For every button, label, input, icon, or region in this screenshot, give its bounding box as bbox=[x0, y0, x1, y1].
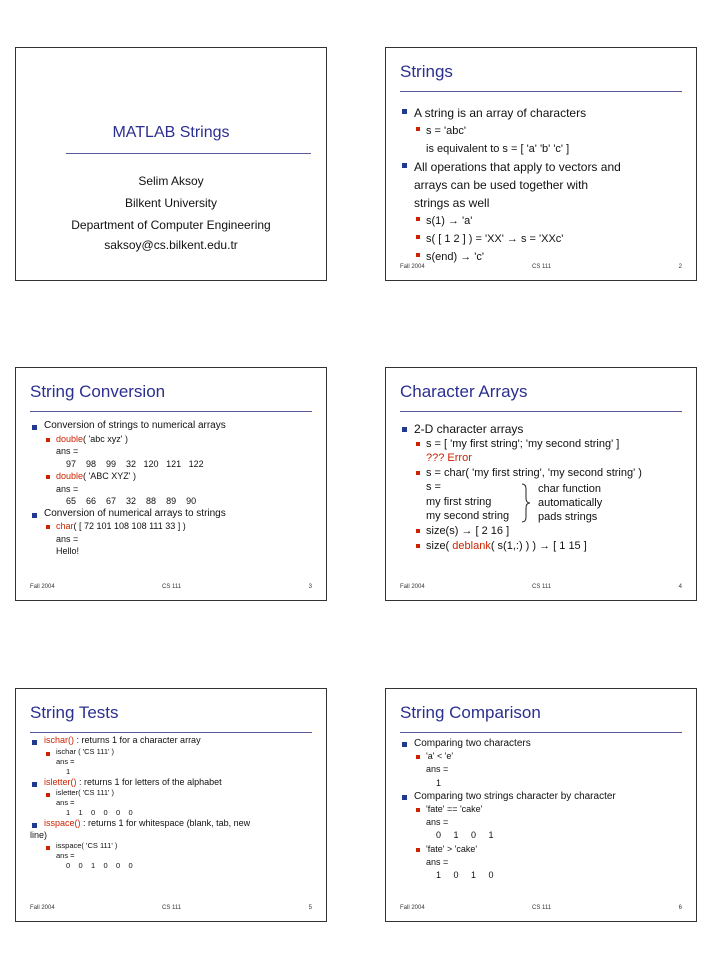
slide-5 bbox=[15, 688, 327, 922]
bullet: All operations that apply to vectors and bbox=[400, 158, 686, 176]
sub-bullet: s( [ 1 2 ] ) = 'XX' → s = 'XXc' bbox=[400, 230, 686, 248]
code-output: my first string bbox=[426, 495, 492, 508]
slide-footer bbox=[30, 905, 312, 913]
code-output: 1 1 0 0 0 0 bbox=[66, 808, 133, 817]
code-text: ans = bbox=[426, 817, 449, 828]
page-number: 3 bbox=[308, 584, 312, 590]
slide-title: String Comparison bbox=[400, 703, 541, 722]
slide-footer bbox=[400, 905, 682, 913]
footer-course: CS 111 bbox=[162, 905, 182, 911]
page-number: 4 bbox=[678, 584, 682, 590]
function-name: double bbox=[56, 471, 84, 481]
sub-bullet: s = char( 'my first string', 'my second string' ) bbox=[400, 466, 686, 481]
code-text: s = bbox=[426, 481, 441, 493]
page-number: 5 bbox=[308, 905, 312, 911]
code-text: isspace( 'CS 111' ) bbox=[30, 841, 316, 851]
slide-4 bbox=[385, 367, 697, 601]
sub-bullet: 'fate' == 'cake' bbox=[400, 803, 686, 816]
code-text: ans = bbox=[56, 798, 75, 807]
code-text: ( 'abc xyz' ) bbox=[83, 433, 128, 444]
slide-6 bbox=[385, 688, 697, 922]
text-line: : returns 1 for letters of the alphabet bbox=[76, 776, 222, 787]
function-name: double bbox=[56, 433, 84, 444]
sub-bullet: s(end) → 'c' bbox=[400, 248, 686, 266]
text-line: arrays can be used together with bbox=[414, 178, 589, 192]
code-text: size( bbox=[426, 539, 453, 552]
text-line: : returns 1 for whitespace (blank, tab, new bbox=[80, 818, 251, 828]
code-text: ( s(1,:) ) ) → [ 1 15 ] bbox=[490, 539, 587, 552]
title-rule bbox=[30, 411, 312, 412]
slide-1 bbox=[15, 47, 327, 281]
slide-title: MATLAB Strings bbox=[112, 124, 230, 141]
code-text: isletter( 'CS 111' ) bbox=[30, 788, 316, 798]
footer-course: CS 111 bbox=[532, 905, 552, 911]
function-name: isletter() bbox=[44, 776, 77, 787]
sub-bullet: s = 'abc' bbox=[400, 122, 686, 140]
code-output: 0 1 0 1 bbox=[436, 830, 494, 841]
footer-course: CS 111 bbox=[162, 584, 182, 590]
code-output: 1 bbox=[436, 777, 442, 788]
bullet: 2-D character arrays bbox=[400, 422, 686, 437]
footer-course: CS 111 bbox=[532, 264, 552, 270]
slide-footer bbox=[400, 584, 682, 592]
code-text: ans = bbox=[56, 851, 75, 860]
page-number: 2 bbox=[678, 264, 682, 270]
function-name: isspace() bbox=[44, 818, 81, 828]
title-rule bbox=[30, 732, 312, 733]
function-name: deblank bbox=[452, 539, 491, 552]
slide-title: String Tests bbox=[30, 703, 119, 722]
title-rule bbox=[66, 153, 311, 154]
code-text: ans = bbox=[56, 483, 79, 494]
slide-2 bbox=[385, 47, 697, 281]
code-text: ans = bbox=[426, 856, 449, 867]
sub-bullet: 'fate' > 'cake' bbox=[400, 843, 686, 856]
slide-footer bbox=[400, 264, 682, 272]
code-output: Hello! bbox=[56, 546, 80, 556]
code-output: 65 66 67 32 88 89 90 bbox=[66, 496, 197, 506]
code-output: my second string bbox=[426, 510, 510, 522]
slide-3 bbox=[15, 367, 327, 601]
annotation-line: char function bbox=[538, 483, 601, 495]
code-text: ans = bbox=[56, 533, 79, 544]
text-line: strings as well bbox=[414, 196, 490, 210]
bullet: Conversion of strings to numerical arrays bbox=[30, 420, 316, 433]
sub-bullet: s(1) → 'a' bbox=[400, 212, 686, 230]
bullet: Comparing two strings character by character bbox=[400, 790, 686, 803]
footer-course: CS 111 bbox=[532, 584, 552, 590]
footer-term: Fall 2004 bbox=[400, 905, 425, 911]
slide-title: String Conversion bbox=[30, 382, 166, 401]
annotation-line: automatically bbox=[538, 497, 603, 509]
sub-bullet: s = [ 'my first string'; 'my second string' ] bbox=[400, 437, 686, 452]
annotation-line: pads strings bbox=[538, 511, 598, 523]
code-output: 0 0 1 0 0 0 bbox=[66, 861, 133, 870]
brace-icon bbox=[520, 483, 532, 523]
annotation bbox=[538, 482, 602, 524]
function-name: char bbox=[56, 521, 74, 531]
university: Bilkent University bbox=[124, 196, 218, 210]
title-rule bbox=[400, 91, 682, 92]
code-text: ischar ( 'CS 111' ) bbox=[30, 747, 316, 757]
sub-bullet: 'a' < 'e' bbox=[400, 750, 686, 763]
title-rule bbox=[400, 411, 682, 412]
error-text: ??? Error bbox=[426, 452, 472, 464]
bullet: Comparing two characters bbox=[400, 737, 686, 750]
bullet: Conversion of numerical arrays to strings bbox=[30, 508, 316, 521]
code-output: 1 bbox=[66, 766, 71, 776]
page-number: 6 bbox=[678, 905, 682, 911]
footer-term: Fall 2004 bbox=[30, 905, 55, 911]
slide-title: Character Arrays bbox=[400, 382, 528, 401]
code-text: ans = bbox=[56, 446, 79, 456]
code-text: ans = bbox=[426, 764, 449, 775]
email: saksoy@cs.bilkent.edu.tr bbox=[104, 238, 238, 252]
footer-term: Fall 2004 bbox=[30, 584, 55, 590]
author: Selim Aksoy bbox=[138, 174, 204, 188]
slide-title: Strings bbox=[400, 62, 453, 81]
text-line: is equivalent to s = [ 'a' 'b' 'c' ] bbox=[426, 143, 570, 155]
slide-footer bbox=[30, 584, 312, 592]
sub-bullet: size(s) → [ 2 16 ] bbox=[400, 524, 686, 539]
department: Department of Computer Engineering bbox=[71, 218, 271, 232]
title-rule bbox=[400, 732, 682, 733]
text-line: : returns 1 for a character array bbox=[74, 735, 201, 745]
code-output: 1 0 1 0 bbox=[436, 870, 494, 881]
bullet: A string is an array of characters bbox=[400, 104, 686, 122]
footer-term: Fall 2004 bbox=[400, 584, 425, 590]
function-name: ischar() bbox=[44, 735, 75, 745]
code-text: ( [ 72 101 108 108 111 33 ] ) bbox=[73, 521, 186, 531]
code-text: ans = bbox=[56, 756, 75, 766]
code-output: 97 98 99 32 120 121 122 bbox=[66, 458, 204, 469]
text-line: line) bbox=[30, 829, 48, 840]
footer-term: Fall 2004 bbox=[400, 264, 425, 270]
code-text: ( 'ABC XYZ' ) bbox=[83, 471, 136, 481]
